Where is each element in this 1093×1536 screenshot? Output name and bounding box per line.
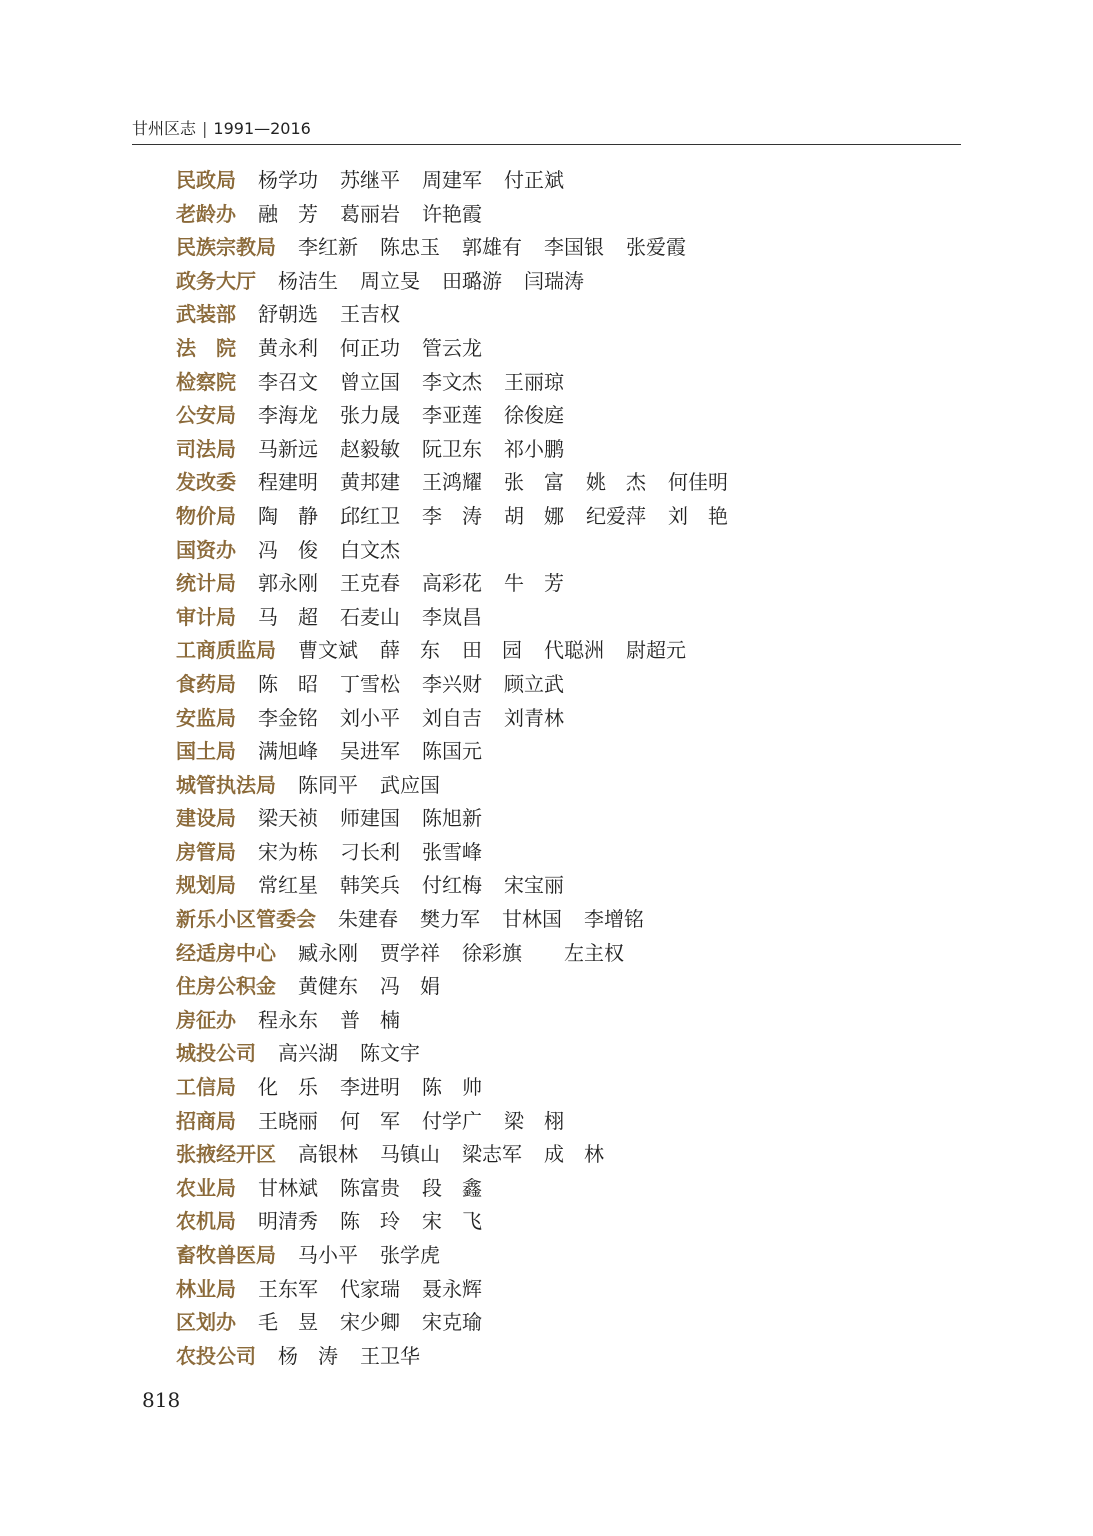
person-name: 杨洁生 <box>278 268 338 293</box>
person-name: 融 芳 <box>258 201 318 226</box>
personnel-list <box>176 164 976 1373</box>
list-item <box>176 1340 976 1374</box>
person-name: 马 超 <box>258 604 318 629</box>
unit-label: 法 院 <box>176 335 236 360</box>
unit-label: 新乐小区管委会 <box>176 907 316 932</box>
person-name: 王鸿耀 <box>422 470 482 495</box>
person-name: 李兴财 <box>422 671 482 696</box>
person-name: 韩笑兵 <box>340 873 400 898</box>
person-name: 尉超元 <box>626 638 686 663</box>
person-name: 段 鑫 <box>422 1175 482 1200</box>
list-item <box>176 601 976 635</box>
person-name: 代聪洲 <box>544 638 604 663</box>
person-name: 吴进军 <box>340 739 400 764</box>
list-item <box>176 366 976 400</box>
person-name: 付学广 <box>422 1108 482 1133</box>
person-name: 顾立武 <box>504 671 564 696</box>
person-name: 黄邦建 <box>340 470 400 495</box>
unit-label: 食药局 <box>176 671 236 696</box>
person-name: 曾立国 <box>340 369 400 394</box>
person-name: 李 涛 <box>422 503 482 528</box>
person-name: 李增铭 <box>584 907 644 932</box>
person-name: 陈忠玉 <box>380 235 440 260</box>
list-item <box>176 198 976 232</box>
person-name: 舒朝选 <box>258 302 318 327</box>
person-name: 武应国 <box>380 772 440 797</box>
person-name: 臧永刚 <box>298 940 358 965</box>
person-name: 纪爱萍 <box>586 503 646 528</box>
list-item <box>176 970 976 1004</box>
person-name: 何正功 <box>340 335 400 360</box>
person-name: 化 乐 <box>258 1075 318 1100</box>
unit-label: 农机局 <box>176 1209 236 1234</box>
person-name: 成 林 <box>544 1142 604 1167</box>
person-name: 梁天祯 <box>258 806 318 831</box>
person-name: 刘青林 <box>504 705 564 730</box>
unit-label: 张掖经开区 <box>176 1142 276 1167</box>
person-name: 陈旭新 <box>422 806 482 831</box>
person-name: 左主权 <box>544 940 624 965</box>
person-name: 杨 涛 <box>278 1343 338 1368</box>
list-item <box>176 534 976 568</box>
person-name: 何佳明 <box>668 470 728 495</box>
person-name: 李红新 <box>298 235 358 260</box>
person-name: 陈 玲 <box>340 1209 400 1234</box>
person-name: 张 富 <box>504 470 564 495</box>
person-name: 祁小鹏 <box>504 436 564 461</box>
list-item <box>176 332 976 366</box>
person-name: 甘林国 <box>502 907 562 932</box>
person-name: 高彩花 <box>422 571 482 596</box>
person-name: 王晓丽 <box>258 1108 318 1133</box>
list-item <box>176 164 976 198</box>
person-name: 黄健东 <box>298 974 358 999</box>
list-item <box>176 1239 976 1273</box>
person-name: 许艳霞 <box>422 201 482 226</box>
person-name: 常红星 <box>258 873 318 898</box>
person-name: 刘小平 <box>340 705 400 730</box>
list-item <box>176 265 976 299</box>
person-name: 徐彩旗 <box>462 940 522 965</box>
person-name: 薛 东 <box>380 638 440 663</box>
header-separator: | <box>202 119 208 138</box>
person-name: 冯 娟 <box>380 974 440 999</box>
person-name: 朱建春 <box>338 907 398 932</box>
book-title: 甘州区志 <box>132 119 197 138</box>
person-name: 梁 栩 <box>504 1108 564 1133</box>
person-name: 张雪峰 <box>422 839 482 864</box>
unit-label: 建设局 <box>176 806 236 831</box>
unit-label: 民政局 <box>176 168 236 192</box>
person-name: 刁长利 <box>340 839 400 864</box>
unit-label: 经适房中心 <box>176 940 276 965</box>
person-name: 王卫华 <box>360 1343 420 1368</box>
person-name: 冯 俊 <box>258 537 318 562</box>
list-item <box>176 937 976 971</box>
person-name: 郭永刚 <box>258 571 318 596</box>
list-item <box>176 702 976 736</box>
person-name: 陈同平 <box>298 772 358 797</box>
unit-label: 发改委 <box>176 470 236 495</box>
unit-label: 工信局 <box>176 1075 236 1100</box>
person-name: 满旭峰 <box>258 739 318 764</box>
person-name: 刘 艳 <box>668 503 728 528</box>
list-item <box>176 802 976 836</box>
person-name: 宋为栋 <box>258 839 318 864</box>
person-name: 何 军 <box>340 1108 400 1133</box>
unit-label: 国土局 <box>176 739 236 764</box>
unit-label: 住房公积金 <box>176 974 276 999</box>
person-name: 付正斌 <box>504 168 564 192</box>
person-name: 师建国 <box>340 806 400 831</box>
list-item <box>176 231 976 265</box>
person-name: 甘林斌 <box>258 1175 318 1200</box>
unit-label: 区划办 <box>176 1310 236 1335</box>
person-name: 邱红卫 <box>340 503 400 528</box>
person-name: 管云龙 <box>422 335 482 360</box>
person-name: 聂永辉 <box>422 1276 482 1301</box>
person-name: 郭雄有 <box>462 235 522 260</box>
person-name: 代家瑞 <box>340 1276 400 1301</box>
person-name: 陈国元 <box>422 739 482 764</box>
person-name: 张力晟 <box>340 403 400 428</box>
list-item <box>176 1205 976 1239</box>
person-name: 牛 芳 <box>504 571 564 596</box>
person-name: 阮卫东 <box>422 436 482 461</box>
person-name: 梁志军 <box>462 1142 522 1167</box>
person-name: 杨学功 <box>258 168 318 192</box>
unit-label: 招商局 <box>176 1108 236 1133</box>
person-name: 张学虎 <box>380 1243 440 1267</box>
unit-label: 武装部 <box>176 302 236 327</box>
person-name: 李国银 <box>544 235 604 260</box>
list-item <box>176 567 976 601</box>
person-name: 胡 娜 <box>504 503 564 528</box>
unit-label: 审计局 <box>176 604 236 629</box>
person-name: 王吉权 <box>340 302 400 327</box>
list-item <box>176 433 976 467</box>
person-name: 刘自吉 <box>422 705 482 730</box>
person-name: 毛 昱 <box>258 1310 318 1335</box>
list-item <box>176 1138 976 1172</box>
list-item <box>176 903 976 937</box>
person-name: 张爱霞 <box>626 235 686 260</box>
list-item <box>176 298 976 332</box>
person-name: 陈 帅 <box>422 1075 482 1100</box>
person-name: 马新远 <box>258 436 318 461</box>
person-name: 高兴湖 <box>278 1041 338 1066</box>
person-name: 李文杰 <box>422 369 482 394</box>
unit-label: 统计局 <box>176 571 236 596</box>
unit-label: 农业局 <box>176 1175 236 1200</box>
unit-label: 农投公司 <box>176 1343 256 1368</box>
list-item <box>176 1004 976 1038</box>
person-name: 闫瑞涛 <box>524 268 584 293</box>
list-item <box>176 1071 976 1105</box>
unit-label: 畜牧兽医局 <box>176 1243 276 1267</box>
person-name: 田璐游 <box>442 268 502 293</box>
person-name: 赵毅敏 <box>340 436 400 461</box>
person-name: 李金铭 <box>258 705 318 730</box>
list-item <box>176 500 976 534</box>
unit-label: 公安局 <box>176 403 236 428</box>
unit-label: 物价局 <box>176 503 236 528</box>
list-item <box>176 769 976 803</box>
unit-label: 林业局 <box>176 1276 236 1301</box>
person-name: 苏继平 <box>340 168 400 192</box>
person-name: 周建军 <box>422 168 482 192</box>
person-name: 马镇山 <box>380 1142 440 1167</box>
unit-label: 安监局 <box>176 705 236 730</box>
person-name: 周立旻 <box>360 268 420 293</box>
unit-label: 司法局 <box>176 436 236 461</box>
list-item <box>176 399 976 433</box>
person-name: 李海龙 <box>258 403 318 428</box>
list-item <box>176 1306 976 1340</box>
person-name: 田 园 <box>462 638 522 663</box>
person-name: 陈文宇 <box>360 1041 420 1066</box>
person-name: 宋宝丽 <box>504 873 564 898</box>
person-name: 陈富贵 <box>340 1175 400 1200</box>
list-item <box>176 1105 976 1139</box>
person-name: 白文杰 <box>340 537 400 562</box>
person-name: 明清秀 <box>258 1209 318 1234</box>
person-name: 宋克瑜 <box>422 1310 482 1335</box>
person-name: 宋 飞 <box>422 1209 482 1234</box>
unit-label: 工商质监局 <box>176 638 276 663</box>
person-name: 王丽琼 <box>504 369 564 394</box>
unit-label: 城管执法局 <box>176 772 276 797</box>
unit-label: 规划局 <box>176 873 236 898</box>
list-item <box>176 466 976 500</box>
person-name: 王东军 <box>258 1276 318 1301</box>
list-item <box>176 836 976 870</box>
person-name: 高银林 <box>298 1142 358 1167</box>
person-name: 付红梅 <box>422 873 482 898</box>
unit-label: 房征办 <box>176 1007 236 1032</box>
person-name: 普 楠 <box>340 1007 400 1032</box>
person-name: 李亚莲 <box>422 403 482 428</box>
person-name: 李进明 <box>340 1075 400 1100</box>
person-name: 丁雪松 <box>340 671 400 696</box>
list-item <box>176 668 976 702</box>
list-item <box>176 735 976 769</box>
person-name: 程永东 <box>258 1007 318 1032</box>
person-name: 葛丽岩 <box>340 201 400 226</box>
person-name: 曹文斌 <box>298 638 358 663</box>
unit-label: 政务大厅 <box>176 268 256 293</box>
unit-label: 房管局 <box>176 839 236 864</box>
list-item <box>176 634 976 668</box>
page-number: 818 <box>142 1388 181 1412</box>
person-name: 李岚昌 <box>422 604 482 629</box>
list-item <box>176 1273 976 1307</box>
person-name: 徐俊庭 <box>504 403 564 428</box>
person-name: 姚 杰 <box>586 470 646 495</box>
year-range: 1991—2016 <box>213 119 311 138</box>
person-name: 樊力军 <box>420 907 480 932</box>
unit-label: 城投公司 <box>176 1041 256 1066</box>
unit-label: 检察院 <box>176 369 236 394</box>
list-item <box>176 1037 976 1071</box>
person-name: 陈 昭 <box>258 671 318 696</box>
unit-label: 老龄办 <box>176 201 236 226</box>
person-name: 石麦山 <box>340 604 400 629</box>
person-name: 黄永利 <box>258 335 318 360</box>
person-name: 程建明 <box>258 470 318 495</box>
unit-label: 国资办 <box>176 537 236 562</box>
list-item <box>176 1172 976 1206</box>
person-name: 贾学祥 <box>380 940 440 965</box>
person-name: 陶 静 <box>258 503 318 528</box>
person-name: 宋少卿 <box>340 1310 400 1335</box>
unit-label: 民族宗教局 <box>176 235 276 260</box>
person-name: 马小平 <box>298 1243 358 1267</box>
person-name: 李召文 <box>258 369 318 394</box>
person-name: 王克春 <box>340 571 400 596</box>
list-item <box>176 869 976 903</box>
running-header <box>132 118 961 145</box>
